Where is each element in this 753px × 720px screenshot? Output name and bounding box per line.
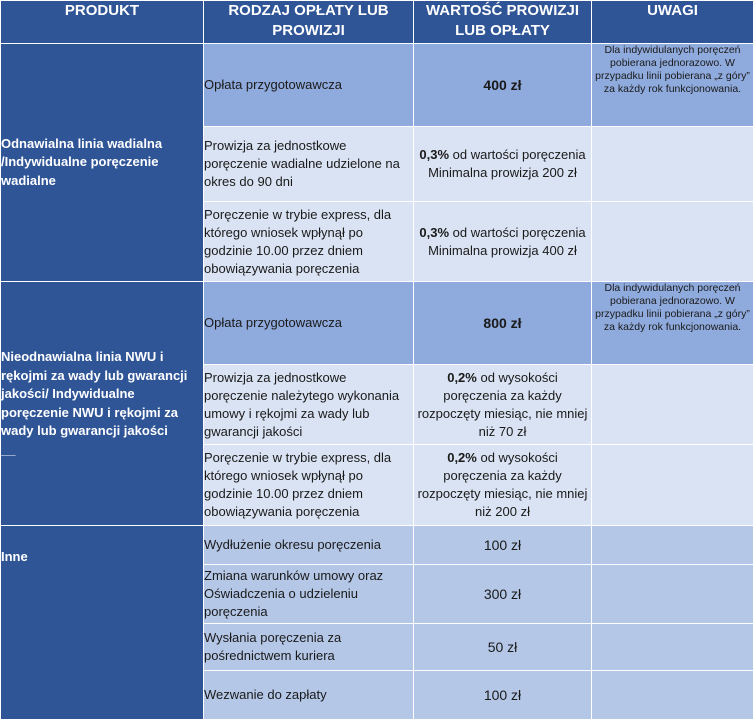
table-row [1,526,753,565]
fee-value-text: od wartości poręczenia Minimalna prowizja 400 zł [428,224,586,258]
notes-cell: Dla indywidulanych poręczeń pobierana jednorazowo. W przypadku linii pobierana „z góry” za każdy rok funkcjonowania. [592,282,753,365]
header-fee-type: RODZAJ OPŁATY LUB PROWIZJI [204,1,414,44]
fee-value-cell: 50 zł [414,624,592,671]
product-label: Odnawialna linia wadialna /Indywidualne poręczenie wadialne [1,135,163,188]
product-label: Inne [1,549,28,564]
fee-value-cell: 300 zł [414,565,592,624]
fee-type-cell: Prowizja za jednostkowe poręczenie należytego wykonania umowy i rękojmi za wady lub gwarancji jakości [204,365,414,445]
notes-cell [592,671,753,720]
header-product: PRODUKT [1,1,204,44]
product-label: Nieodnawialna linia NWU i rękojmi za wady lub gwarancji jakości/ Indywidualne poręczenie NWU i rękojmi za wady lub gwarancji jakości [1,349,188,438]
notes-cell [592,365,753,445]
fee-type-cell: Prowizja za jednostkowe poręczenie wadialne udzielone na okres do 90 dni [204,127,414,202]
fee-percent: 0,3% [419,147,450,162]
notes-cell [592,127,753,202]
notes-cell [592,565,753,624]
fee-type-cell: Opłata przygotowawcza [204,282,414,365]
fee-type-cell: Opłata przygotowawcza [204,44,414,127]
notes-cell: Dla indywidulanych poręczeń pobierana jednorazowo. W przypadku linii pobierana „z góry” za każdy rok funkcjonowania. [592,44,753,127]
fee-type-cell: Zmiana warunków umowy oraz Oświadczenia o udzieleniu poręczenia [204,565,414,624]
fee-type-cell: Wydłużenie okresu poręczenia [204,526,414,565]
product-cell-nwu [1,282,204,526]
fee-value-text: od wysokości poręczenia za każdy rozpoczęty miesiąc, nie mniej niż 70 zł [417,369,588,439]
fee-percent: 0,2% [447,450,477,465]
product-cell-inne [1,526,204,720]
header-fee-value: WARTOŚĆ PROWIZJI LUB OPŁATY [414,1,592,44]
fee-percent: 0,3% [419,224,450,240]
notes-cell [592,624,753,671]
product-cell-wadialne [1,44,204,282]
notes-cell [592,202,753,282]
fee-value-cell [414,365,592,445]
fee-value-cell: 100 zł [414,671,592,720]
fee-value-cell: 100 zł [414,526,592,565]
product-dash: __ [1,441,16,457]
fee-type-cell: Wezwanie do zapłaty [204,671,414,720]
fee-value-cell: 800 zł [414,282,592,365]
header-row [1,1,753,44]
table-row [1,44,753,127]
table-row [1,282,753,365]
fee-value-cell [414,127,592,202]
fee-value-text: od wartości poręczenia Minimalna prowizja 200 zł [428,147,586,180]
fee-value-text: od wysokości poręczenia za każdy rozpoczęty miesiąc, nie mniej niż 200 zł [417,450,588,519]
fee-value-cell: 400 zł [414,44,592,127]
fee-type-cell: Wysłania poręczenia za pośrednictwem kuriera [204,624,414,671]
notes-cell [592,526,753,565]
notes-cell [592,445,753,526]
fee-percent: 0,2% [447,369,477,385]
header-notes: UWAGI [592,1,753,44]
fee-type-cell: Poręczenie w trybie express, dla którego wniosek wpłynął po godzinie 10.00 przez dniem obowiązywania poręczenia [204,445,414,526]
fee-value-cell [414,202,592,282]
fee-value-cell [414,445,592,526]
fee-type-cell: Poręczenie w trybie express, dla którego wniosek wpłynął po godzinie 10.00 przez dniem obowiązywania poręczenia [204,202,414,282]
